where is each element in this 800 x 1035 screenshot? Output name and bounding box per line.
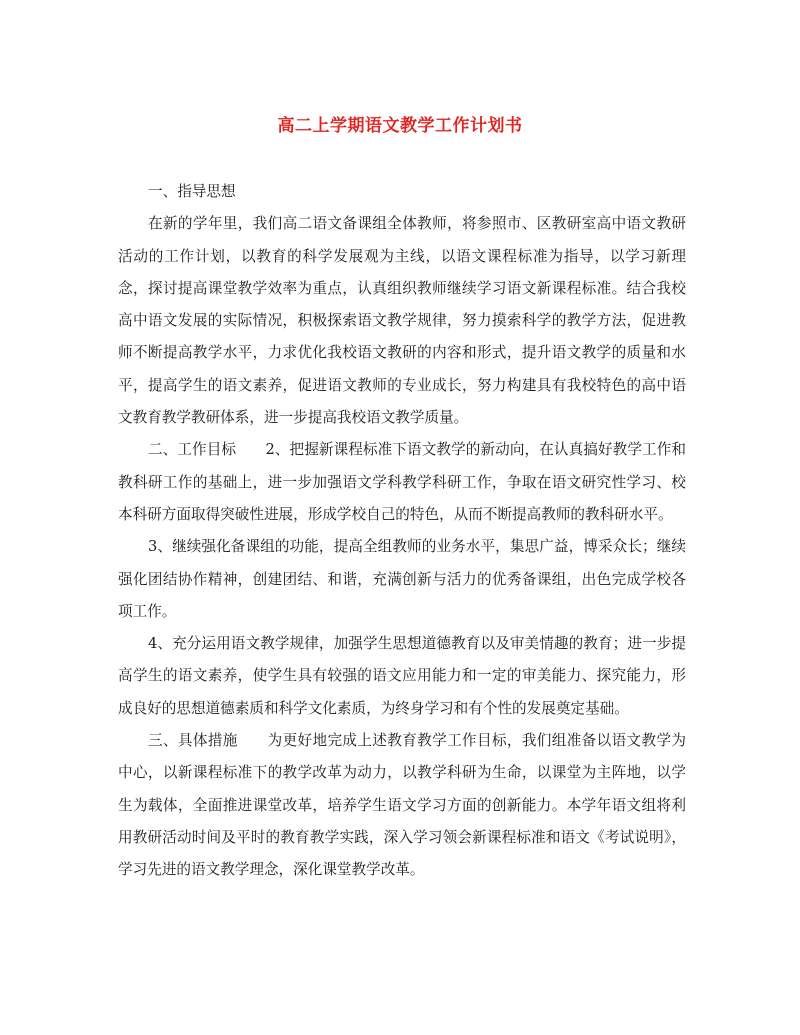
paragraph-work-goals: 二、工作目标 2、把握新课程标准下语文教学的新动向，在认真搞好教学工作和教科研工作的基础上，进一步加强语文学科教学科研工作，争取在语文研究性学习、校本科研方面取得突破性进展，形成学校自己的特色，从而不断提高教师的教科研水平。: [118, 441, 686, 523]
document-title: 高二上学期语文教学工作计划书: [277, 116, 523, 136]
paragraph-goal-4: 4、充分运用语文教学规律，加强学生思想道德教育以及审美情趣的教育；进一步提高学生的语文素养，使学生具有较强的语文应用能力和一定的审美能力、探究能力，形成良好的思想道德素质和科学文化素质，为终身学习和有个性的发展奠定基础。: [118, 635, 686, 717]
paragraph-measures: 三、具体措施 为更好地完成上述教育教学工作目标，我们组准备以语文教学为中心，以新课程标准下的教学改革为动力，以教学科研为生命，以课堂为主阵地，以学生为载体，全面推进课堂改革，培养学生语文学习方面的创新能力。本学年语文组将利用教研活动时间及平时的教育教学实践，深入学习领会新课程标准和语文《考试说明》，学习先进的语文教学理念，深化课堂教学改革。: [118, 732, 686, 879]
document-body: [118, 176, 686, 887]
section-heading-guiding-thought: 一、指导思想: [148, 183, 236, 200]
paragraph-guiding-thought: 在新的学年里，我们高二语文备课组全体教师，将参照市、区教研室高中语文教研活动的工作计划，以教育的科学发展观为主线，以语文课程标准为指导，以学习新理念，探讨提高课堂教学效率为重点，认真组织教师继续学习语文新课程标准。结合我校高中语文发展的实际情况，积极探索语文教学规律，努力摸索科学的教学方法，促进教师不断提高教学水平，力求优化我校语文教研的内容和形式，提升语文教学的质量和水平，提高学生的语文素养，促进语文教师的专业成长，努力构建具有我校特色的高中语文教育教学教研体系，进一步提高我校语文教学质量。: [118, 215, 686, 427]
paragraph-goal-3: 3、继续强化备课组的功能，提高全组教师的业务水平，集思广益，博采众长；继续强化团结协作精神，创建团结、和谐，充满创新与活力的优秀备课组，出色完成学校各项工作。: [118, 538, 686, 620]
